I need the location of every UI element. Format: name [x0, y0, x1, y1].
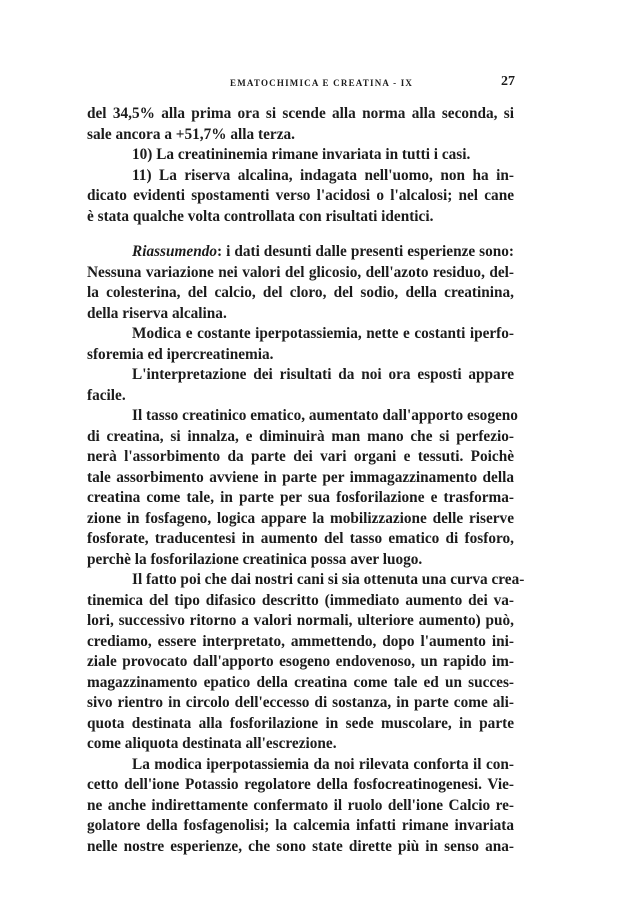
paragraph — [87, 242, 514, 324]
text-line: Il tasso creatinico ematico, aumentato dall'apporto esogeno — [132, 407, 518, 424]
text-line: dicato evidenti spostamenti verso l'acidosi o l'alcalosi; nel cane — [87, 187, 514, 204]
text-line: zione in fosfageno, logica appare la mobilizzazione delle riserve — [87, 509, 514, 527]
text-line: Il fatto poi che dai nostri cani si sia ottenuta una curva crea- — [132, 571, 525, 588]
running-title: EMATOCHIMICA E CREATINA - IX — [230, 78, 414, 88]
text-line: della riserva alcalina. — [87, 304, 227, 322]
summary-lead: Riassumendo — [132, 243, 218, 260]
text-line: nelle nostre esperienze, che sono state dirette più in senso ana- — [87, 837, 514, 855]
text-line: fosforate, traducentesi in aumento del tasso ematico di fosforo, — [87, 530, 514, 547]
paragraph — [87, 406, 518, 570]
text-line: L'interpretazione dei risultati da noi ora esposti appare — [132, 366, 514, 383]
page-header — [230, 74, 515, 92]
text-line: quota destinata alla fosforilazione in sede muscolare, in parte — [87, 714, 514, 732]
text-line: ziale provocato dall'apporto esogeno endovenoso, un rapido im- — [87, 653, 514, 670]
body-text — [87, 104, 525, 857]
paragraph — [87, 145, 514, 166]
section-gap — [87, 227, 514, 242]
text-line: crediamo, essere interpretato, ammettendo, dopo l'aumento ini- — [87, 632, 514, 650]
paragraph — [87, 365, 514, 406]
text-line: del 34,5% alla prima ora si scende alla norma alla seconda, si — [87, 105, 514, 122]
text-line: come aliquota destinata all'escrezione. — [87, 735, 337, 752]
text-line: La modica iperpotassiemia da noi rilevata conforta il con- — [132, 755, 514, 773]
text-line: sivo rientro in circolo dell'eccesso di sostanza, in parte come ali- — [87, 694, 514, 711]
text-line: di creatina, si innalza, e diminuirà man mano che si perfezio- — [87, 427, 514, 445]
text-line — [87, 242, 514, 263]
text-line: sale ancora a +51,7% alla terza. — [87, 125, 295, 143]
text-line: lori, successivo ritorno a valori normali, ulteriore aumento) può, — [87, 612, 514, 629]
summary-lead-rest: : i dati desunti dalle presenti esperienze sono: — [217, 243, 514, 260]
text-line: ne anche indirettamente confermato il ruolo dell'ione Calcio re- — [87, 796, 514, 814]
text-line: la colesterina, del calcio, del cloro, del sodio, della creatinina, — [87, 284, 514, 301]
text-line: sforemia ed ipercreatinemia. — [87, 345, 274, 363]
paragraph — [87, 755, 514, 858]
text-line: creatina come tale, in parte per sua fosforilazione e trasforma- — [87, 489, 514, 506]
paragraph — [87, 324, 514, 365]
text-line: è stata qualche volta controllata con risultati identici. — [87, 207, 434, 225]
page-number: 27 — [501, 74, 515, 89]
text-line: perchè la fosforilazione creatinica possa aver luogo. — [87, 550, 423, 568]
text-line: 10) La creatininemia rimane invariata in tutti i casi. — [132, 146, 471, 163]
text-line: golatore della fosfagenolisi; la calcemia infatti rimane invariata — [87, 817, 514, 834]
text-line: 11) La riserva alcalina, indagata nell'uomo, non ha in- — [132, 166, 514, 184]
text-line: magazzinamento epatico della creatina come tale ed un succes- — [87, 673, 514, 691]
paragraph — [87, 166, 514, 228]
text-line: Modica e costante iperpotassiemia, nette e costanti iperfo- — [132, 325, 514, 342]
text-line: Nessuna variazione nei valori del glicosio, dell'azoto residuo, del- — [87, 263, 514, 281]
text-line: cetto dell'ione Potassio regolatore della fosfocreatinogenesi. Vie- — [87, 776, 514, 793]
text-line: nerà l'assorbimento da parte dei vari organi e tessuti. Poichè — [87, 448, 514, 465]
paragraph — [87, 570, 525, 755]
paragraph — [87, 104, 514, 145]
text-line: facile. — [87, 386, 126, 404]
text-line: tale assorbimento avviene in parte per immagazzinamento della — [87, 468, 514, 486]
text-line: tinemica del tipo difasico descritto (immediato aumento dei va- — [87, 591, 514, 609]
